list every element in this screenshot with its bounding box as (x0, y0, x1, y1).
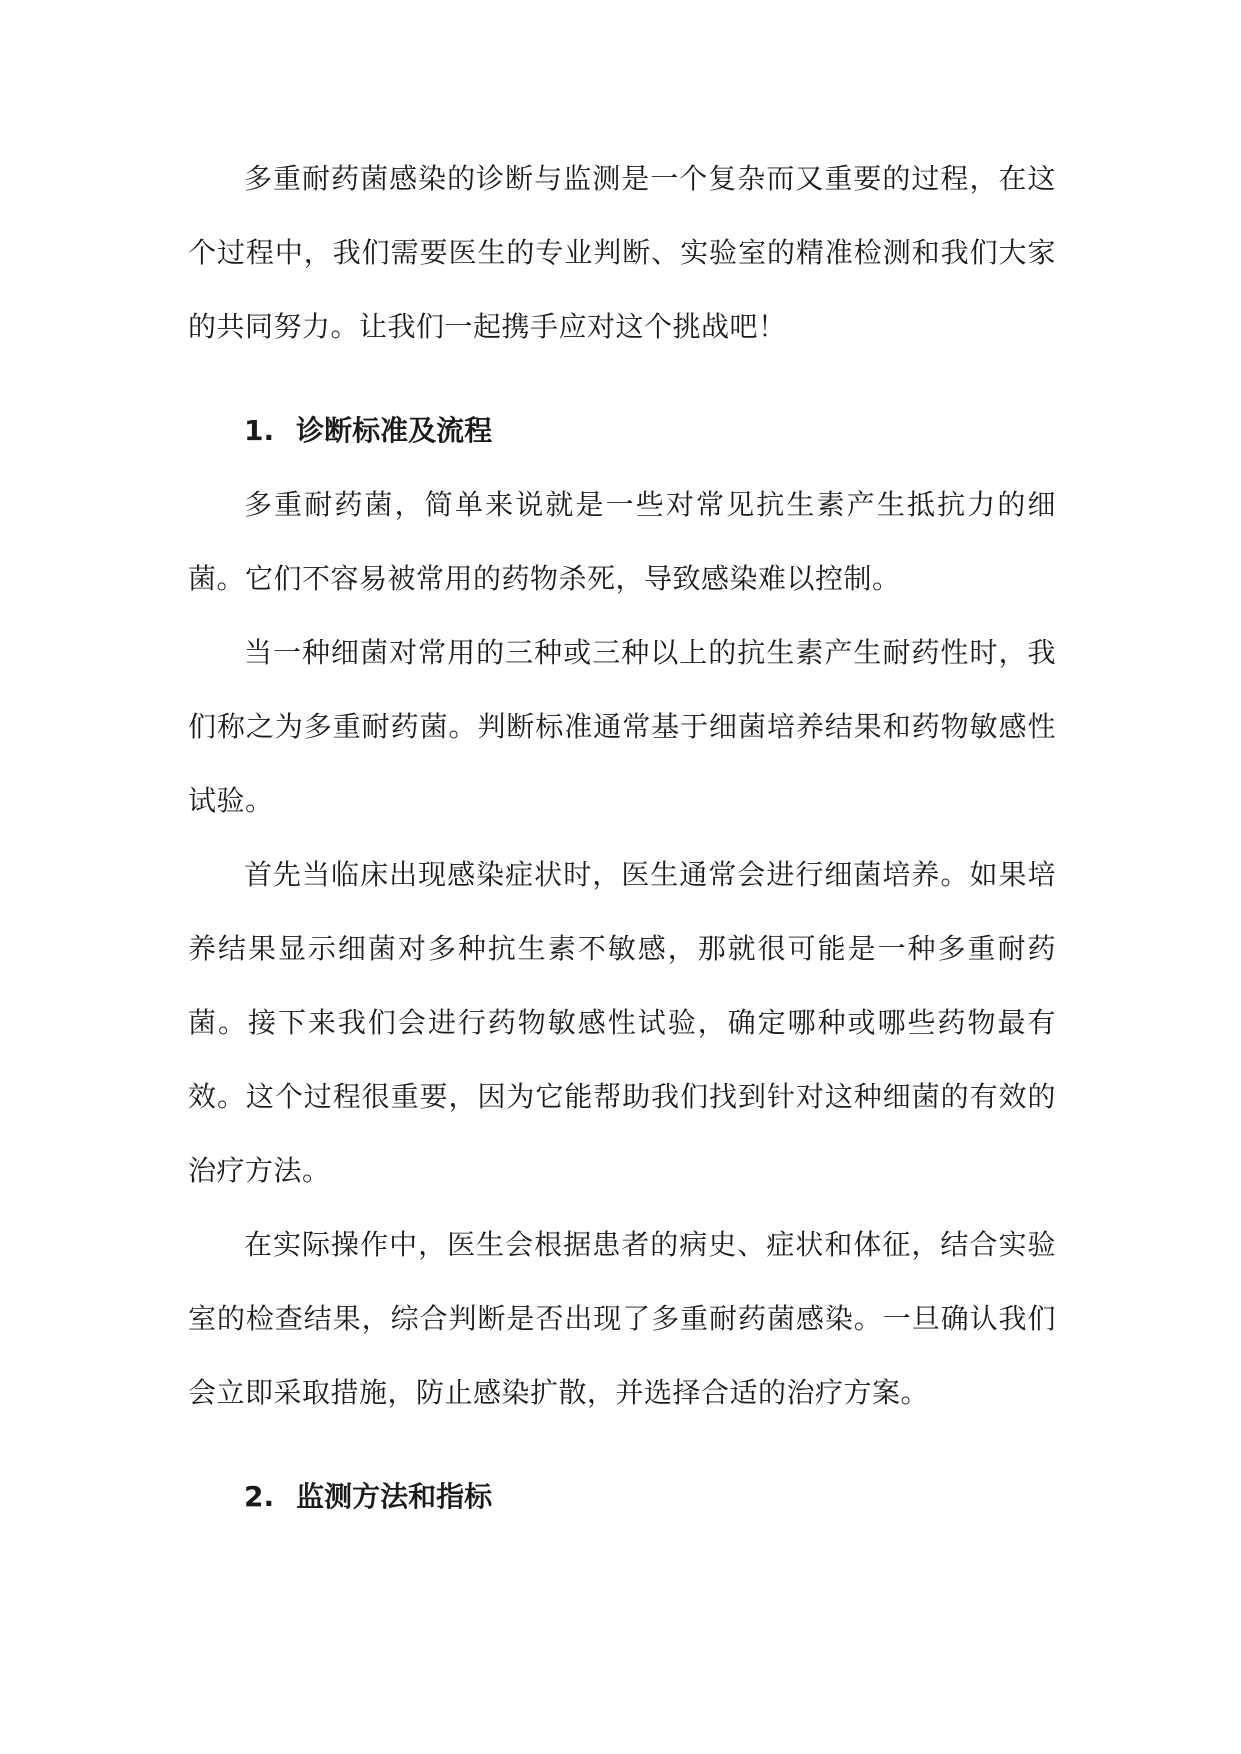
section-1-number: 1. (244, 414, 275, 447)
section-1-paragraph-2: 当一种细菌对常用的三种或三种以上的抗生素产生耐药性时，我们称之为多重耐药菌。判断标准通常基于细菌培养结果和药物敏感性试验。 (188, 636, 1056, 817)
section-1-paragraph-4: 在实际操作中，医生会根据患者的病史、症状和体征，结合实验室的检查结果，综合判断是否出现了多重耐药菌感染。一旦确认我们会立即采取措施，防止感染扩散，并选择合适的治疗方案。 (188, 1228, 1056, 1409)
section-2-title: 监测方法和指标 (296, 1480, 493, 1513)
section-1-title: 诊断标准及流程 (296, 414, 493, 447)
section-2-number: 2. (244, 1480, 275, 1513)
intro-paragraph: 多重耐药菌感染的诊断与监测是一个复杂而又重要的过程，在这个过程中，我们需要医生的专业判断、实验室的精准检测和我们大家的共同努力。让我们一起携手应对这个挑战吧！ (188, 162, 1056, 343)
section-1-paragraph-3: 首先当临床出现感染症状时，医生通常会进行细菌培养。如果培养结果显示细菌对多种抗生素不敏感，那就很可能是一种多重耐药菌。接下来我们会进行药物敏感性试验，确定哪种或哪些药物最有效。这个过程很重要，因为它能帮助我们找到针对这种细菌的有效的治疗方法。 (188, 858, 1056, 1187)
section-2-heading (188, 1460, 1056, 1534)
section-1-heading (188, 394, 1056, 468)
section-1-paragraph-1: 多重耐药菌，简单来说就是一些对常见抗生素产生抵抗力的细菌。它们不容易被常用的药物杀死，导致感染难以控制。 (188, 488, 1056, 595)
document-page (188, 142, 1056, 1534)
